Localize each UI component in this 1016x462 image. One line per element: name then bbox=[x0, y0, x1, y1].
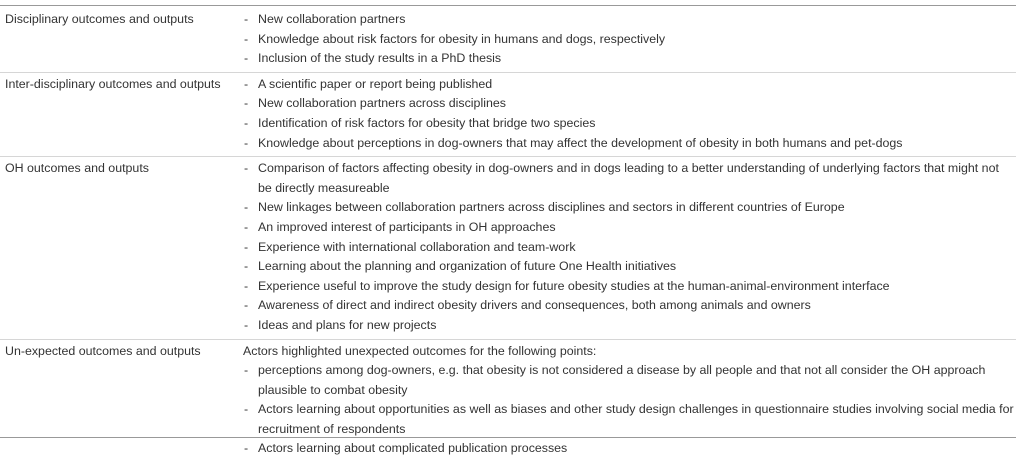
list-item-text: Comparison of factors affecting obesity in dog-owners and in dogs leading to a better understanding of underlying factors that might not be directly measureable bbox=[258, 161, 999, 195]
list-item bbox=[243, 30, 1016, 50]
table-top-rule bbox=[0, 5, 1016, 6]
list-item bbox=[243, 439, 1016, 459]
list-item bbox=[243, 75, 1016, 95]
bullet-dash: - bbox=[244, 257, 248, 277]
bullet-dash: - bbox=[244, 361, 248, 381]
list-item bbox=[243, 198, 1016, 218]
list-item-text: Knowledge about perceptions in dog-owners that may affect the development of obesity in both humans and pet-dogs bbox=[258, 136, 903, 150]
category-label: Disciplinary outcomes and outputs bbox=[0, 10, 243, 69]
table-bottom-rule bbox=[0, 437, 1016, 438]
list-item-text: Learning about the planning and organization of future One Health initiatives bbox=[258, 259, 676, 273]
list-item bbox=[243, 114, 1016, 134]
table-body bbox=[0, 8, 1016, 462]
item-list bbox=[243, 10, 1016, 69]
table-row-disciplinary bbox=[0, 8, 1016, 73]
table-row-oh bbox=[0, 157, 1016, 339]
list-item-text: New linkages between collaboration partners across disciplines and sectors in different countries of Europe bbox=[258, 200, 845, 214]
list-item-text: Inclusion of the study results in a PhD thesis bbox=[258, 51, 501, 65]
list-item bbox=[243, 159, 1016, 198]
bullet-dash: - bbox=[244, 10, 248, 30]
list-item bbox=[243, 49, 1016, 69]
bullet-dash: - bbox=[244, 238, 248, 258]
list-item bbox=[243, 134, 1016, 154]
list-item bbox=[243, 316, 1016, 336]
list-item-text: Ideas and plans for new projects bbox=[258, 318, 436, 332]
bullet-dash: - bbox=[244, 75, 248, 95]
list-item bbox=[243, 257, 1016, 277]
list-item-text: Identification of risk factors for obesity that bridge two species bbox=[258, 116, 595, 130]
item-list bbox=[243, 342, 1016, 460]
list-item-text: A scientific paper or report being published bbox=[258, 77, 492, 91]
list-item bbox=[243, 400, 1016, 439]
bullet-dash: - bbox=[244, 159, 248, 179]
list-item-text: An improved interest of participants in OH approaches bbox=[258, 220, 556, 234]
bullet-dash: - bbox=[244, 296, 248, 316]
list-item-text: Knowledge about risk factors for obesity in humans and dogs, respectively bbox=[258, 32, 665, 46]
table-row-inter-disciplinary bbox=[0, 73, 1016, 157]
list-item-text: Experience useful to improve the study design for future obesity studies at the human-animal-environment interface bbox=[258, 279, 890, 293]
list-item-text: Experience with international collaboration and team-work bbox=[258, 240, 576, 254]
list-item-text: Actors learning about complicated publication processes bbox=[258, 441, 567, 455]
bullet-dash: - bbox=[244, 114, 248, 134]
bullet-dash: - bbox=[244, 218, 248, 238]
bullet-dash: - bbox=[244, 94, 248, 114]
category-label: Un-expected outcomes and outputs bbox=[0, 342, 243, 460]
bullet-dash: - bbox=[244, 134, 248, 154]
list-item-text: New collaboration partners bbox=[258, 12, 405, 26]
intro-text: Actors highlighted unexpected outcomes for the following points: bbox=[243, 342, 1016, 362]
item-list bbox=[243, 75, 1016, 153]
list-item-text: Actors learning about opportunities as well as biases and other study design challenges in questionnaire studies involving social media for recruitment of respondents bbox=[258, 402, 1014, 436]
bullet-dash: - bbox=[244, 198, 248, 218]
bullet-dash: - bbox=[244, 277, 248, 297]
list-item bbox=[243, 238, 1016, 258]
list-item bbox=[243, 361, 1016, 400]
bullet-dash: - bbox=[244, 439, 248, 459]
list-item-text: perceptions among dog-owners, e.g. that obesity is not considered a disease by all people and that not all consider the OH approach plausible to combat obesity bbox=[258, 363, 985, 397]
category-label: Inter-disciplinary outcomes and outputs bbox=[0, 75, 243, 153]
bullet-dash: - bbox=[244, 49, 248, 69]
list-item bbox=[243, 277, 1016, 297]
list-item-text: Awareness of direct and indirect obesity drivers and consequences, both among animals and owners bbox=[258, 298, 811, 312]
bullet-dash: - bbox=[244, 316, 248, 336]
bullet-dash: - bbox=[244, 30, 248, 50]
list-item bbox=[243, 94, 1016, 114]
bullet-dash: - bbox=[244, 400, 248, 420]
list-item-text: New collaboration partners across disciplines bbox=[258, 96, 506, 110]
item-list bbox=[243, 159, 1016, 335]
list-item bbox=[243, 10, 1016, 30]
category-label: OH outcomes and outputs bbox=[0, 159, 243, 335]
list-item bbox=[243, 296, 1016, 316]
list-item bbox=[243, 218, 1016, 238]
